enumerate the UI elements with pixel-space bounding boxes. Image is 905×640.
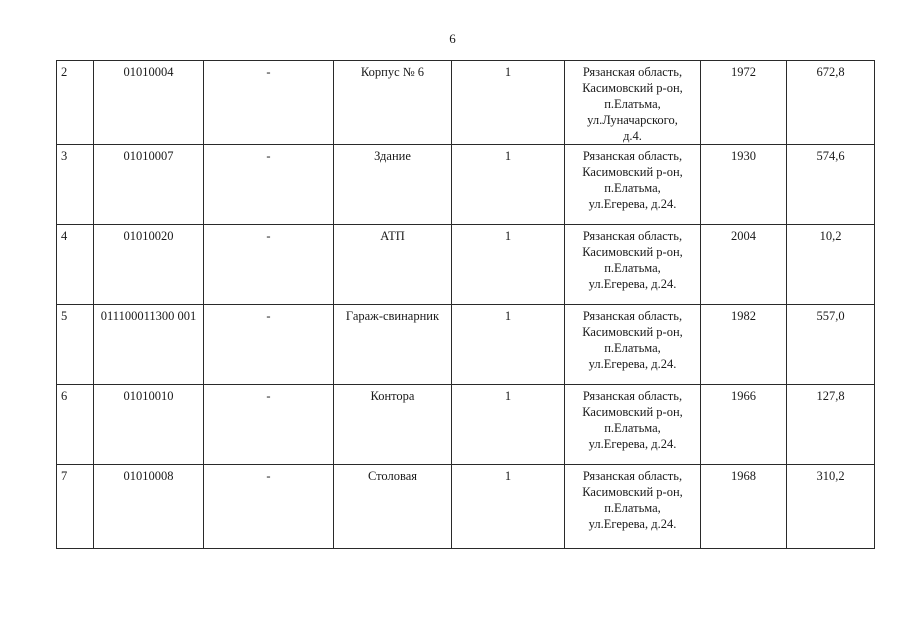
row-number: 7 [57, 465, 94, 549]
address-line: Рязанская область, [582, 229, 683, 243]
object-name: Контора [334, 385, 452, 465]
inventory-code: 01010020 [94, 225, 204, 305]
row-number: 2 [57, 61, 94, 145]
address-line: ул.Егерева, д.24. [588, 437, 677, 451]
address-line: п.Елатьма, [604, 97, 661, 111]
table-row [57, 145, 875, 225]
address-line: Касимовский р-он, [582, 325, 683, 339]
address-line: Рязанская область, [582, 469, 683, 483]
area: 310,2 [787, 465, 875, 549]
year-built: 1982 [701, 305, 787, 385]
address-line: ул.Егерева, д.24. [588, 517, 677, 531]
year-built: 1930 [701, 145, 787, 225]
area: 557,0 [787, 305, 875, 385]
address-line: п.Елатьма, [604, 341, 661, 355]
address [565, 145, 701, 225]
quantity: 1 [452, 465, 565, 549]
address-line: ул.Луначарского, [587, 113, 678, 127]
empty-cell-dash: - [204, 145, 334, 225]
object-name: Корпус № 6 [334, 61, 452, 145]
empty-cell-dash: - [204, 385, 334, 465]
area: 574,6 [787, 145, 875, 225]
empty-cell-dash: - [204, 61, 334, 145]
address [565, 61, 701, 145]
row-number: 3 [57, 145, 94, 225]
table-row [57, 225, 875, 305]
object-name: Столовая [334, 465, 452, 549]
address [565, 385, 701, 465]
table-row [57, 465, 875, 549]
quantity: 1 [452, 385, 565, 465]
object-name: Гараж-свинарник [334, 305, 452, 385]
year-built: 1966 [701, 385, 787, 465]
table-row [57, 305, 875, 385]
inventory-code: 01010007 [94, 145, 204, 225]
row-number: 6 [57, 385, 94, 465]
year-built: 1968 [701, 465, 787, 549]
object-name: АТП [334, 225, 452, 305]
address-line: Касимовский р-он, [582, 81, 683, 95]
address-line: п.Елатьма, [604, 501, 661, 515]
area: 10,2 [787, 225, 875, 305]
empty-cell-dash: - [204, 465, 334, 549]
empty-cell-dash: - [204, 305, 334, 385]
empty-cell-dash: - [204, 225, 334, 305]
inventory-code: 011100011300 001 [94, 305, 204, 385]
quantity: 1 [452, 61, 565, 145]
address-line: ул.Егерева, д.24. [588, 277, 677, 291]
address-line: п.Елатьма, [604, 421, 661, 435]
year-built: 1972 [701, 61, 787, 145]
address-line: ул.Егерева, д.24. [588, 197, 677, 211]
address-line: Рязанская область, [582, 309, 683, 323]
page-number: 6 [449, 31, 456, 46]
area: 672,8 [787, 61, 875, 145]
property-table [56, 60, 875, 549]
address-line: Касимовский р-он, [582, 245, 683, 259]
address-line: Рязанская область, [582, 149, 683, 163]
row-number: 4 [57, 225, 94, 305]
inventory-code: 01010004 [94, 61, 204, 145]
quantity: 1 [452, 145, 565, 225]
quantity: 1 [452, 225, 565, 305]
address-line: п.Елатьма, [604, 261, 661, 275]
address-line: Касимовский р-он, [582, 165, 683, 179]
address [565, 465, 701, 549]
address-line: п.Елатьма, [604, 181, 661, 195]
inventory-code: 01010008 [94, 465, 204, 549]
quantity: 1 [452, 305, 565, 385]
object-name: Здание [334, 145, 452, 225]
address-line: ул.Егерева, д.24. [588, 357, 677, 371]
table-row [57, 61, 875, 145]
address [565, 225, 701, 305]
address-line: Касимовский р-он, [582, 405, 683, 419]
address-line: Рязанская область, [582, 389, 683, 403]
address-line: Рязанская область, [582, 65, 683, 79]
table-row [57, 385, 875, 465]
address-line: д.4. [623, 129, 642, 143]
area: 127,8 [787, 385, 875, 465]
inventory-code: 01010010 [94, 385, 204, 465]
row-number: 5 [57, 305, 94, 385]
year-built: 2004 [701, 225, 787, 305]
address-line: Касимовский р-он, [582, 485, 683, 499]
address [565, 305, 701, 385]
